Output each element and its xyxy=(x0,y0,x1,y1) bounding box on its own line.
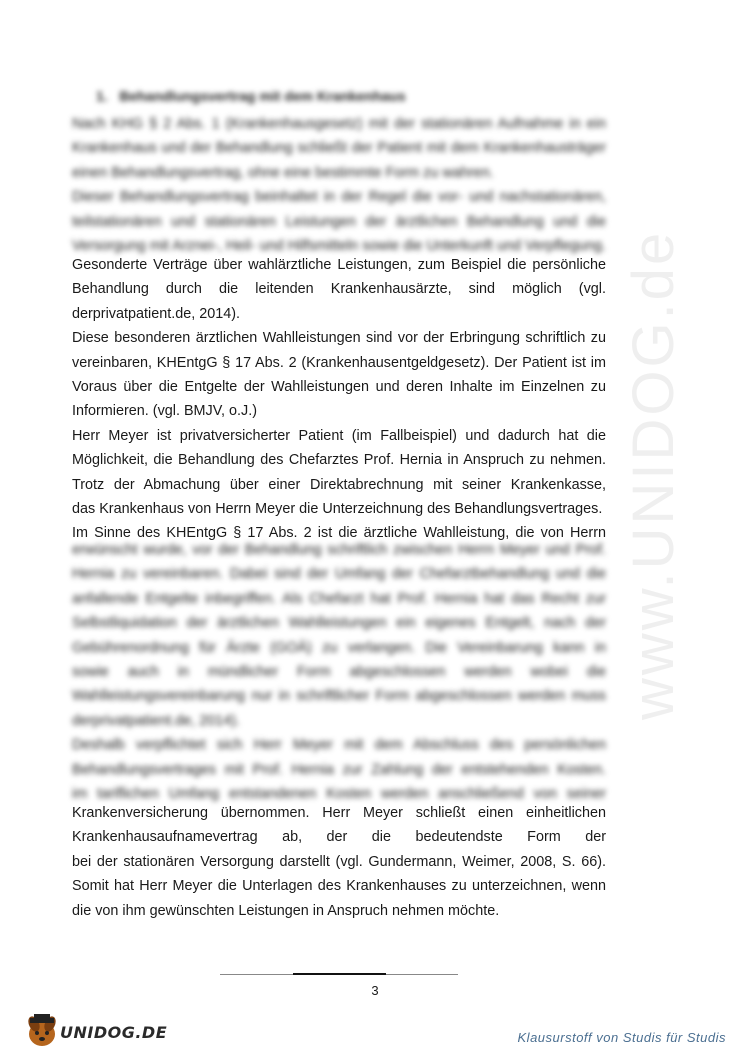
text-line: derprivatpatient.de, 2014). xyxy=(72,712,241,729)
text-line: die von ihm gewünschten Leistungen in Anspruch nehmen möchte. xyxy=(72,902,500,919)
text-line: Behandlungsvertrages mit Prof. Hernia zur Zahlung der entstehenden Kosten. xyxy=(72,761,606,778)
text-line: Trotz der Abmachung über einer Direktabrechnung mit seiner Krankenkasse, xyxy=(72,476,606,493)
text-line: Behandlung durch die leitenden Krankenhausärzte, sind möglich (vgl. xyxy=(72,281,606,298)
text-line: Hernia zu vereinbaren. Dabei sind der Umfang der Chefarztbehandlung und die xyxy=(72,566,606,583)
text-line: Krankenversicherung übernommen. Herr Meyer schließt einen einheitlichen xyxy=(72,805,606,821)
logo-text: UNIDOG.DE xyxy=(60,1023,168,1042)
text-line: Gesonderte Verträge über wahlärztliche Leistungen, zum Beispiel die persönliche xyxy=(72,257,606,273)
section-heading: 1. Behandlungsvertrag mit dem Krankenhaus xyxy=(96,88,406,104)
blurred-paragraph-bottom xyxy=(72,538,606,806)
text-line: derprivatpatient.de, 2014). xyxy=(72,305,241,322)
text-line: Gebührenordnung für Ärzte (GOÄ) zu verlangen. Die Vereinbarung kann in xyxy=(72,639,606,656)
text-line: Im Sinne des KHEntgG § 17 Abs. 2 ist die ärztliche Wahlleistung, die von Herrn xyxy=(72,525,606,542)
text-line: bei der stationären Versorgung darstellt (vgl. Gundermann, Weimer, 2008, S. 66). xyxy=(72,853,606,870)
text-line: Somit hat Herr Meyer die Unterlagen des Krankenhauses zu unterzeichnen, wenn xyxy=(72,878,606,895)
text-line: Versorgung mit Arznei-, Heil- und Hilfsmitteln sowie die Unterkunft und Verpflegung. xyxy=(72,237,606,254)
text-line: teilstationären und stationären Leistungen der ärztlichen Behandlung und die xyxy=(72,213,606,230)
text-line: Wahlleistungsvereinbarung nur in schriftlicher Form abgeschlossen werden muss xyxy=(72,688,606,705)
text-line: erwünscht wurde, vor der Behandlung schriftlich zwischen Herrn Meyer und Prof. xyxy=(72,542,606,558)
text-line: Dieser Behandlungsvertrag beinhaltet in der Regel die vor- und nachstationären, xyxy=(72,189,606,206)
text-line: Möglichkeit, die Behandlung des Chefarztes Prof. Hernia in Anspruch zu nehmen. xyxy=(72,452,606,469)
text-line: Krankenhaus und der Behandlung schließt der Patient mit dem Krankenhausträger xyxy=(72,140,606,157)
dog-icon xyxy=(26,1014,58,1046)
text-line: Nach KHG § 2 Abs. 1 (Krankenhausgesetz) mit der stationären Aufnahme in ein xyxy=(72,116,606,132)
text-line: vereinbaren, KHEntgG § 17 Abs. 2 (Krankenhausentgeldgesetz). Der Patient ist im xyxy=(72,354,606,371)
page-number: 3 xyxy=(371,983,379,998)
text-line: anfallende Entgelte inbegriffen. Als Chefarzt hat Prof. Hernia hat das Recht zur xyxy=(72,590,606,607)
text-line: Voraus über die Entgelte der Wahlleistungen und deren Inhalte im Einzelnen zu xyxy=(72,378,606,395)
clear-paragraph-bottom xyxy=(72,801,606,923)
text-line: Diese besonderen ärztlichen Wahlleistungen sind vor der Erbringung schriftlich zu xyxy=(72,330,606,347)
text-line: einen Behandlungsvertrag, ohne eine bestimmte Form zu wahren. xyxy=(72,164,494,181)
text-line: Herr Meyer ist privatversicherter Patient (im Fallbeispiel) und dadurch hat die xyxy=(72,427,606,444)
footer-rule-accent xyxy=(293,973,386,975)
text-line: sowie auch in mündlicher Form abgeschlossen werden wobei die xyxy=(72,663,606,680)
text-line: das Krankenhaus von Herrn Meyer die Unterzeichnung des Behandlungsvertrages. xyxy=(72,500,603,517)
text-line: Informieren. (vgl. BMJV, o.J.) xyxy=(72,403,258,420)
clear-paragraph-middle xyxy=(72,253,606,546)
text-line: Krankenhausaufnamevertrag ab, der die bedeutendste Form der xyxy=(72,829,606,846)
text-line: Selbstliquidation der ärztlichen Wahlleistungen ein eigenes Entgelt, nach der xyxy=(72,615,606,632)
watermark: www.UNIDOG.de xyxy=(621,229,686,720)
text-line: im tariflichen Umfang entstandenen Kosten werden anschließend von seiner xyxy=(72,785,606,802)
text-line: Deshalb verpflichtet sich Herr Meyer mit dem Abschluss des persönlichen xyxy=(72,737,606,754)
blurred-paragraph-top xyxy=(72,112,606,258)
footer-tagline: Klausurstoff von Studis für Studis xyxy=(517,1030,726,1045)
